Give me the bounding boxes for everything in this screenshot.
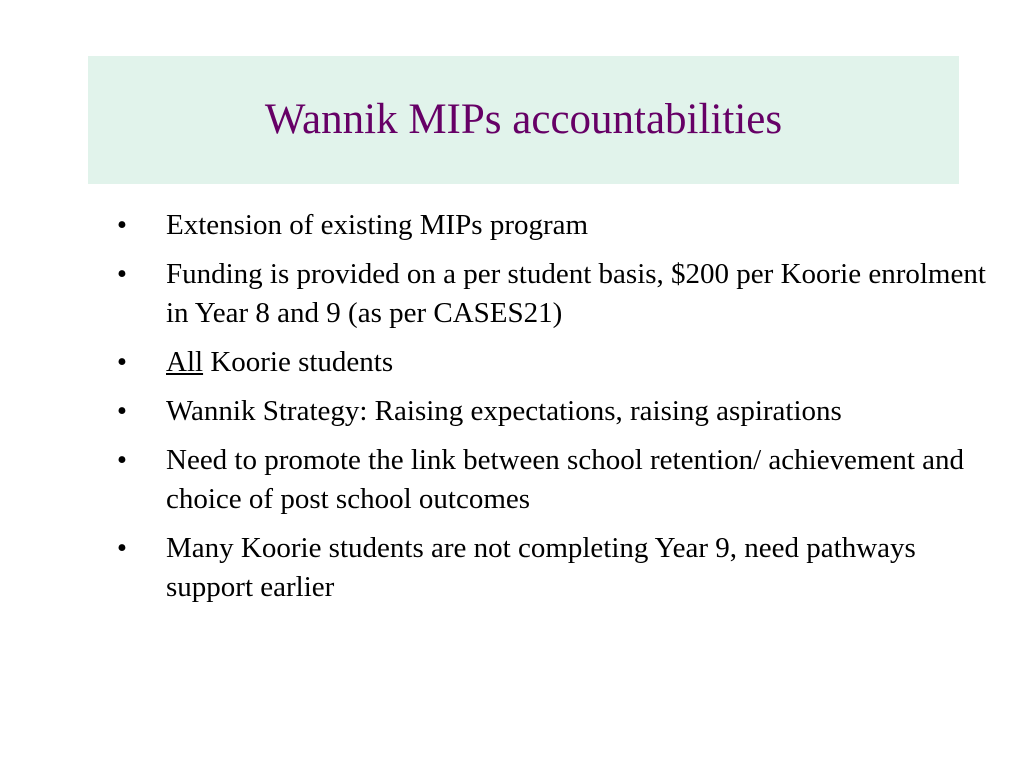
bullet-text: Extension of existing MIPs program <box>166 209 589 241</box>
bullet-icon: • <box>116 258 128 290</box>
bullet-icon: • <box>116 444 128 476</box>
bullet-icon: • <box>116 532 128 564</box>
bullet-item <box>112 392 992 431</box>
bullet-item <box>112 255 992 333</box>
bullet-text-underlined: All <box>166 346 204 378</box>
bullet-icon: • <box>116 395 128 427</box>
bullet-text: Funding is provided on a per student basis, $200 per Koorie enrolment in Year 8 and 9 (as per CASES21) <box>166 258 986 329</box>
bullet-item <box>112 343 992 382</box>
bullet-text: Need to promote the link between school retention/ achievement and choice of post school outcomes <box>166 444 965 515</box>
bullet-list <box>112 206 992 617</box>
bullet-icon: • <box>116 209 128 241</box>
title-banner <box>88 56 959 184</box>
bullet-item <box>112 529 992 607</box>
bullet-text: Koorie students <box>203 346 394 378</box>
bullet-icon: • <box>116 346 128 378</box>
bullet-text: Many Koorie students are not completing Year 9, need pathways support earlier <box>166 532 916 603</box>
slide-title: Wannik MIPs accountabilities <box>264 95 783 143</box>
bullet-item <box>112 206 992 245</box>
bullet-text: Wannik Strategy: Raising expectations, raising aspirations <box>166 395 842 427</box>
bullet-item <box>112 441 992 519</box>
